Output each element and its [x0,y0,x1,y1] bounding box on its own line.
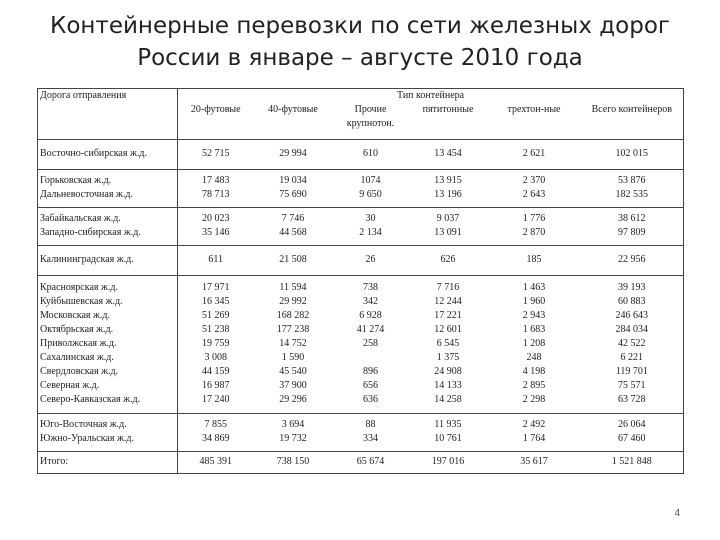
value-cell [581,139,684,169]
value-cell [178,139,254,169]
value-cell [254,139,333,169]
cell-value: 35 146 [202,227,230,238]
value-cell [254,451,333,473]
cell-value: 88 [365,419,376,430]
cell-value: 102 015 [615,148,649,159]
cell-value: 42 522 [618,338,646,349]
cell-value: 60 883 [618,296,646,307]
cell-value: 26 [365,254,376,265]
cell-value: 14 752 [279,338,307,349]
road-cell [38,245,178,275]
header-40ft: 40-футовые [268,104,318,115]
cell-value: 3 694 [281,419,305,430]
value-cell [178,413,254,451]
road-name: Восточно-сибирская ж.д. [40,148,147,159]
value-cell [254,413,333,451]
cell-value: 2 621 [522,148,546,159]
cell-value: 29 296 [279,394,307,405]
value-cell [254,275,333,413]
cell-value: 334 [363,433,378,444]
road-name: Южно-Уральская ж.д. [40,433,134,444]
cell-value: 26 064 [618,419,646,430]
cell-value: 182 535 [615,189,649,200]
cell-value: 485 391 [199,456,232,467]
cell-value: 39 193 [618,282,646,293]
cell-value: 6 545 [436,338,460,349]
cell-value: 2 370 [522,175,546,186]
road-name: Куйбышевская ж.д. [40,296,123,307]
header-20ft: 20-футовые [190,104,241,115]
cell-value: 2 895 [522,380,546,391]
table-row [38,275,684,413]
road-cell [38,139,178,169]
cell-value: 119 701 [615,366,648,377]
cell-value: 19 759 [202,338,230,349]
cell-value: 41 274 [356,324,385,335]
cell-value: 1 776 [522,213,546,224]
cell-value: 75 690 [279,189,307,200]
header-5t: пятитонные [422,104,474,115]
cell-value: 258 [363,338,378,349]
cell-value: 14 258 [434,394,462,405]
cell-value: 185 [526,254,542,265]
cell-value: 17 483 [202,175,230,186]
value-cell [409,207,488,245]
cell-value: 1 683 [522,324,546,335]
road-cell [38,413,178,451]
cell-value: 168 282 [276,310,310,321]
cell-value: 12 244 [434,296,462,307]
cell-value: 30 [365,213,376,224]
table-row [38,413,684,451]
value-cell [254,169,333,207]
cell-value: 284 034 [615,324,649,335]
value-cell [333,451,409,473]
cell-value: 51 269 [202,310,230,321]
value-cell [178,245,254,275]
cell-value: 67 460 [618,433,646,444]
cell-value: 9 650 [359,189,382,200]
value-cell [409,275,488,413]
value-cell [409,245,488,275]
cell-value: 17 240 [202,394,230,405]
road-name: Сахалинская ж.д. [40,352,114,363]
cell-value: 7 855 [204,419,227,430]
cell-value: 11 935 [434,419,462,430]
cell-value: 13 454 [434,148,462,159]
value-cell [409,169,488,207]
cell-value: 13 196 [434,189,462,200]
cell-value: 7 716 [436,282,460,293]
cell-value: 1 590 [281,352,305,363]
cell-value: 7 746 [281,213,305,224]
road-name: Горьковская ж.д. [40,175,112,186]
header-road: Дорога отправления [38,89,178,140]
cell-value: 78 713 [202,189,230,200]
cell-value: 896 [363,366,378,377]
value-cell [254,245,333,275]
value-cell [333,139,409,169]
header-total: Всего контейнеров [581,103,684,139]
road-name: Западно-сибирская ж.д. [40,227,141,238]
value-cell [488,169,581,207]
cell-value: 34 869 [202,433,230,444]
cell-value: 97 809 [618,227,646,238]
road-name: Калининградская ж.д. [40,254,134,265]
value-cell [178,451,254,473]
value-cell [178,169,254,207]
cell-value: 2 643 [522,189,546,200]
value-cell [581,169,684,207]
cell-value: 53 876 [618,175,646,186]
cell-value: 2 943 [522,310,546,321]
value-cell [333,169,409,207]
cell-value: 17 971 [202,282,230,293]
table-row [38,139,684,169]
road-cell [38,169,178,207]
value-cell [581,207,684,245]
cell-value: 12 601 [434,324,462,335]
road-name: Забайкальская ж.д. [40,213,121,224]
cell-value: 636 [363,394,378,405]
road-name: Московская ж.д. [40,310,111,321]
cell-value: 248 [526,352,542,363]
value-cell [581,413,684,451]
cell-value: 20 023 [202,213,230,224]
value-cell [488,451,581,473]
road-cell [38,275,178,413]
value-cell [581,245,684,275]
cell-value: 1 208 [522,338,546,349]
cell-value: 14 133 [434,380,462,391]
value-cell [488,413,581,451]
cell-value: 2 492 [522,419,546,430]
cell-value [335,351,407,365]
road-cell [38,451,178,473]
cell-value: 610 [363,148,378,159]
cell-value: 17 221 [434,310,462,321]
table-row [38,245,684,275]
cell-value: 1 375 [436,352,460,363]
cell-value: 29 994 [279,148,307,159]
cell-value: 13 091 [434,227,462,238]
cell-value: 1 764 [522,433,546,444]
value-cell [488,245,581,275]
cell-value: 738 [363,282,378,293]
cell-value: 6 928 [359,310,382,321]
cell-value: 4 198 [522,366,546,377]
value-cell [409,451,488,473]
cell-value: 1 463 [522,282,546,293]
value-cell [333,413,409,451]
cell-value: 19 732 [279,433,307,444]
page-number: 4 [674,508,680,519]
cell-value: 35 617 [520,456,548,467]
cell-value: 44 568 [279,227,307,238]
title-line-1: Контейнерные перевозки по сети железных дорог [49,13,670,39]
value-cell [488,139,581,169]
cell-value: 24 908 [434,366,462,377]
title-line-2: России в январе – августе 2010 года [137,45,583,71]
value-cell [581,275,684,413]
cell-value: 738 150 [276,456,310,467]
value-cell [254,207,333,245]
cell-value: 75 571 [618,380,646,391]
table-row [38,451,684,473]
cell-value: 16 345 [202,296,230,307]
cell-value: 246 643 [615,310,649,321]
page-title [0,10,720,74]
cell-value: 611 [208,254,224,265]
cell-value: 11 594 [279,282,307,293]
road-name: Красноярская ж.д. [40,282,118,293]
cell-value: 16 987 [202,380,230,391]
value-cell [488,275,581,413]
value-cell [409,413,488,451]
cell-value: 13 915 [434,175,462,186]
container-transport-table [37,88,684,474]
cell-value: 29 992 [279,296,307,307]
cell-value: 626 [440,254,456,265]
table-row [38,169,684,207]
cell-value: 1074 [360,175,381,186]
value-cell [581,451,684,473]
cell-value: 19 034 [279,175,307,186]
cell-value: 9 037 [436,213,460,224]
road-name: Дальневосточная ж.д. [40,189,133,200]
cell-value: 52 715 [202,148,230,159]
cell-value: 22 956 [618,254,646,265]
value-cell [178,275,254,413]
road-name: Октябрьская ж.д. [40,324,114,335]
header-container-type: Тип контейнера [178,89,684,104]
cell-value: 38 612 [618,213,646,224]
road-name: Северо-Кавказская ж.д. [40,394,141,405]
header-other-large: Прочие крупнотон. [346,104,395,129]
cell-value: 44 159 [202,366,230,377]
cell-value: 177 238 [276,324,310,335]
value-cell [333,275,409,413]
cell-value: 2 870 [522,227,546,238]
cell-value: 197 016 [431,456,465,467]
road-name: Свердловская ж.д. [40,366,119,377]
cell-value: 10 761 [434,433,462,444]
value-cell [333,207,409,245]
cell-value: 1 521 848 [611,456,652,467]
cell-value: 342 [363,296,378,307]
road-name: Северная ж.д. [40,380,100,391]
cell-value: 6 221 [620,352,644,363]
cell-value: 2 298 [522,394,546,405]
cell-value: 2 134 [359,227,382,238]
cell-value: 21 508 [279,254,307,265]
road-cell [38,207,178,245]
cell-value: 3 008 [204,352,227,363]
cell-value: 37 900 [279,380,307,391]
cell-value: 45 540 [279,366,307,377]
cell-value: 1 960 [522,296,546,307]
cell-value: 656 [363,380,378,391]
value-cell [409,139,488,169]
table-row [38,207,684,245]
value-cell [178,207,254,245]
header-3t: трехтон-ные [507,104,561,115]
table-body [38,139,684,473]
road-name: Приволжская ж.д. [40,338,117,349]
road-name: Итого: [40,456,69,467]
cell-value: 63 728 [618,394,646,405]
value-cell [488,207,581,245]
cell-value: 65 674 [356,456,385,467]
cell-value: 51 238 [202,324,230,335]
value-cell [333,245,409,275]
road-name: Юго-Восточная ж.д. [40,419,127,430]
